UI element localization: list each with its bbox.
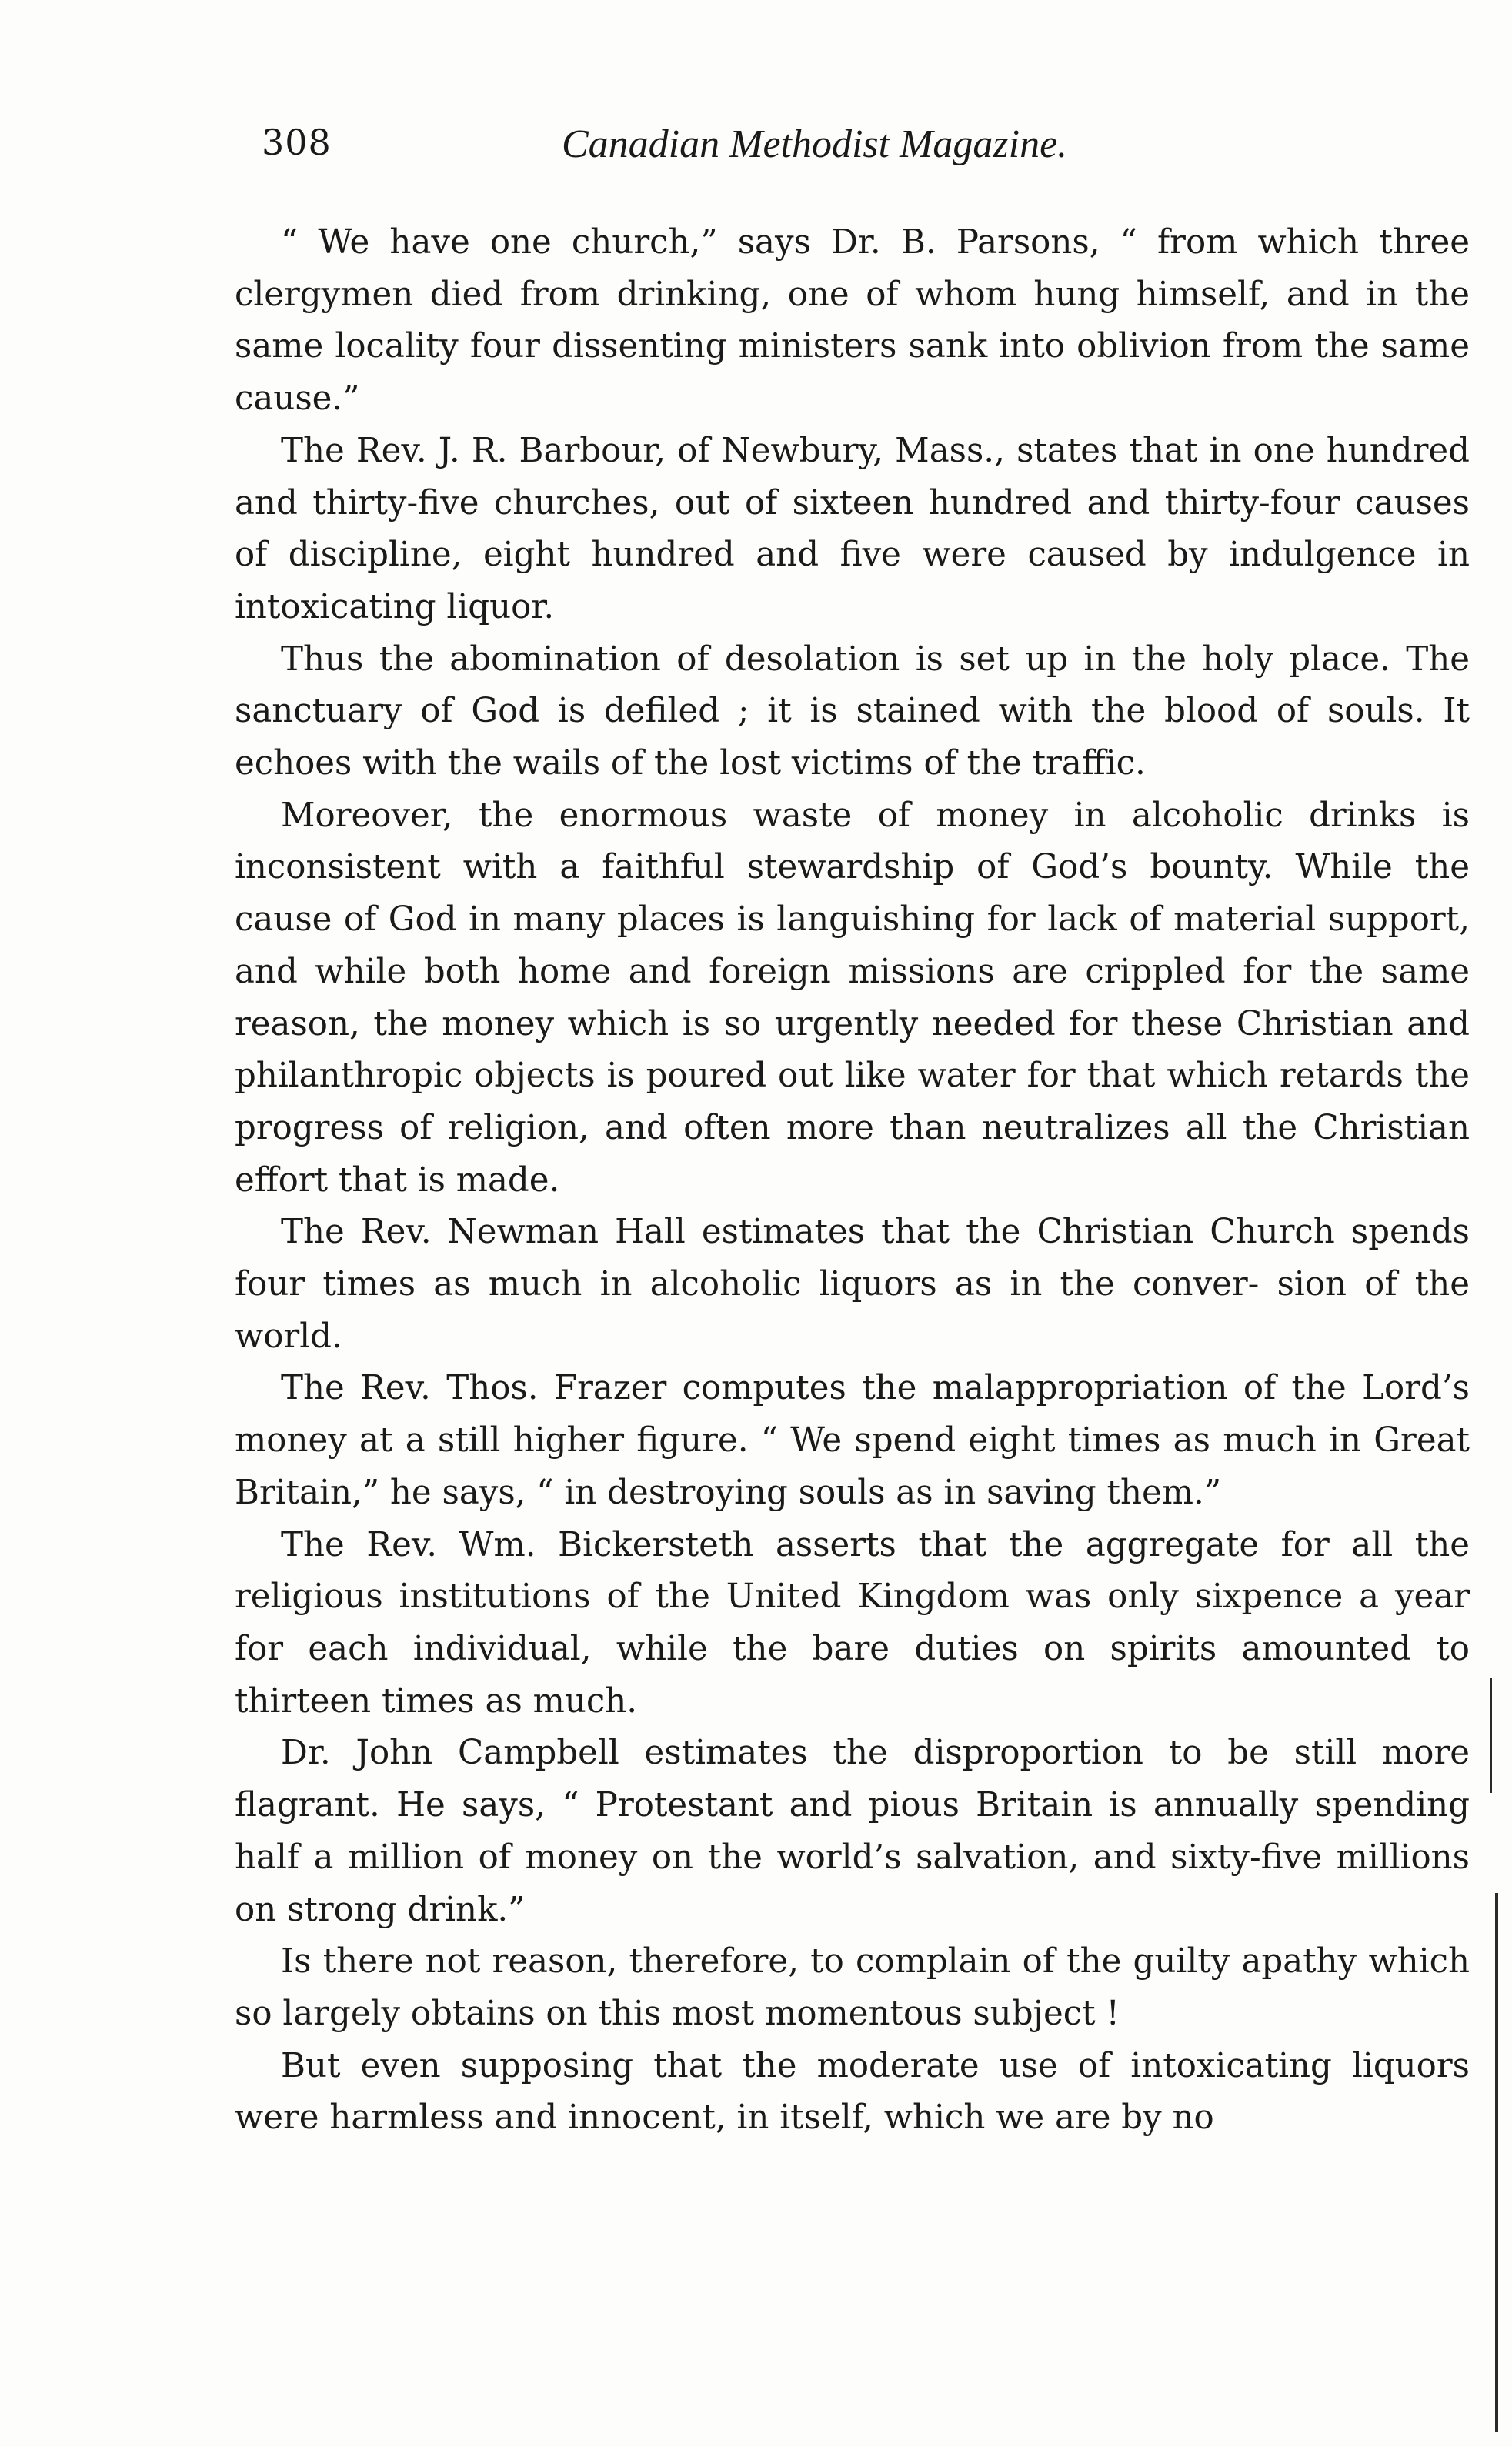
paragraph: The Rev. Newman Hall estimates that the Christian Church spends four times as much in alcoholic liquors as in the conver- sion of the world. xyxy=(235,1213,1470,1356)
paragraph: The Rev. Wm. Bickersteth asserts that the aggregate for all the religious institutions of the United Kingdom was only sixpence a year for each individual, while the bare duties on spirits amounted to thirteen times as much. xyxy=(235,1525,1470,1721)
paragraph: Thus the abomination of desolation is set up in the holy place. The sanctuary of God is defiled ; it is stained with the blood of souls. It echoes with the wails of the lost victims of the traffic. xyxy=(235,639,1470,783)
paragraph: But even supposing that the moderate use of intoxicating liquors were harmless and innocent, in itself, which we are by no xyxy=(235,2046,1470,2138)
scan-edge-mark xyxy=(1490,1678,1492,1793)
paragraph: Moreover, the enormous waste of money in alcoholic drinks is inconsistent with a faithful stewardship of God’s bounty. While the cause of God in many places is languishing for lack of material support, and while both home and foreign missions are crippled for the same reason, the money which is so urgently needed for these Christian and philanthropic objects is poured out like water for that which retards the progress of religion, and often more than neutralizes all the Christian effort that is made. xyxy=(235,796,1470,1200)
scan-edge-mark xyxy=(1495,1893,1498,2432)
paragraph: “ We have one church,” says Dr. B. Parsons, “ from which three clergymen died from drinking, one of whom hung himself, and in the same locality four dissenting ministers sank into oblivion from the same cause.” xyxy=(235,223,1470,419)
page-header xyxy=(262,122,1247,175)
page-number: 308 xyxy=(262,122,332,163)
body-text xyxy=(235,217,1470,2248)
paragraph: Is there not reason, therefore, to complain of the guilty apathy which so largely obtains on this most momentous subject ! xyxy=(235,1942,1470,2033)
paragraph: The Rev. J. R. Barbour, of Newbury, Mass., states that in one hundred and thirty-five churches, out of sixteen hundred and thirty-four causes of discipline, eight hundred and five were caused by indulgence in intoxicating liquor. xyxy=(235,431,1470,626)
paragraph: The Rev. Thos. Frazer computes the malappropriation of the Lord’s money at a still higher figure. “ We spend eight times as much in Great Britain,” he says, “ in destroying souls as in saving them.” xyxy=(235,1369,1470,1512)
running-title: Canadian Methodist Magazine. xyxy=(562,122,1068,166)
paragraph: Dr. John Campbell estimates the disproportion to be still more flagrant. He says, “ Protestant and pious Britain is annually spending half a million of money on the world’s salvation, and sixty-five millions on strong drink.” xyxy=(235,1734,1470,1929)
